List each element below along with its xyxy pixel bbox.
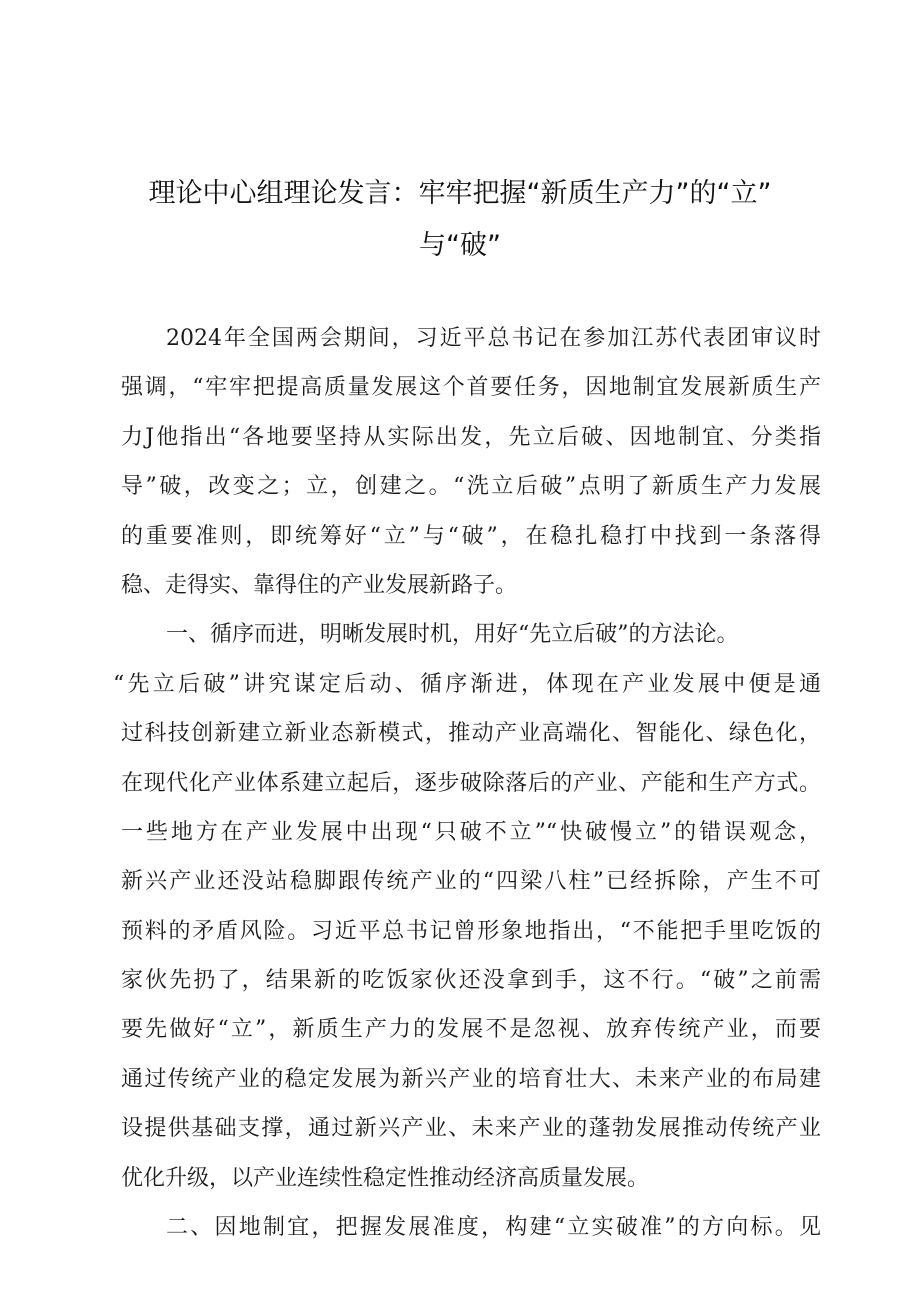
section-heading-1: 一、循序而进，明晰发展时机，用好“先立后破”的方法论。 xyxy=(166,622,739,648)
paragraph-2-line-8: 要先做好“立”，新质生产力的发展不是忽视、放弃传统产业，而要 xyxy=(121,1017,821,1043)
paragraph-2-line-11: 优化升级，以产业连续性稳定性推动经济高质量发展。 xyxy=(121,1165,650,1191)
section-heading-2: 二、因地制宜，把握发展准度，构建“立实破准”的方向标。见 xyxy=(166,1215,821,1241)
paragraph-1-line-5: 的重要准则，即统筹好“立”与“破”，在稳扎稳打中找到一条落得 xyxy=(121,523,821,549)
paragraph-1-line-4: 导”破，改变之；立，创建之。“洗立后破”点明了新质生产力发展 xyxy=(121,474,821,500)
paragraph-1-line-3: 力J他指出“各地要坚持从实际出发，先立后破、因地制宜、分类指 xyxy=(121,424,821,450)
paragraph-2-line-9: 通过传统产业的稳定发展为新兴产业的培育壮大、未来产业的布局建 xyxy=(121,1066,821,1092)
paragraph-1-line-6: 稳、走得实、靠得住的产业发展新路子。 xyxy=(121,572,518,598)
paragraph-2-line-10: 设提供基础支撑，通过新兴产业、未来产业的蓬勃发展推动传统产业 xyxy=(121,1116,821,1142)
paragraph-2-line-5: 新兴产业还没站稳脚跟传统产业的“四梁八柱”已经拆除，产生不可 xyxy=(121,869,821,895)
paragraph-2-line-4: 一些地方在产业发展中出现“只破不立”“快破慢立”的错误观念， xyxy=(121,819,821,845)
title-line-2: 与“破” xyxy=(419,230,501,261)
paragraph-1-line-2: 强调，“牢牢把提高质量发展这个首要任务，因地制宜发展新质生产 xyxy=(121,375,821,401)
paragraph-2-line-3: 在现代化产业体系建立起后，逐步破除落后的产业、产能和生产方式。 xyxy=(121,770,821,796)
paragraph-1-line-1: 2024年全国两会期间，习近平总书记在参加江苏代表团审议时 xyxy=(166,326,821,351)
title-line-1: 理论中心组理论发言：牢牢把握“新质生产力”的“立” xyxy=(148,178,772,209)
document-title xyxy=(110,168,810,272)
document-body xyxy=(113,314,821,1252)
paragraph-2-line-7: 家伙先扔了，结果新的吃饭家伙还没拿到手，这不行。“破”之前需 xyxy=(121,968,821,994)
paragraph-2-line-6: 预料的矛盾风险。习近平总书记曾形象地指出，“不能把手里吃饭的 xyxy=(121,918,821,944)
paragraph-2-line-1: “先立后破”讲究谋定后动、循序渐进，体现在产业发展中便是通 xyxy=(113,671,821,697)
paragraph-2-line-2: 过科技创新建立新业态新模式，推动产业高端化、智能化、绿色化， xyxy=(121,721,821,747)
